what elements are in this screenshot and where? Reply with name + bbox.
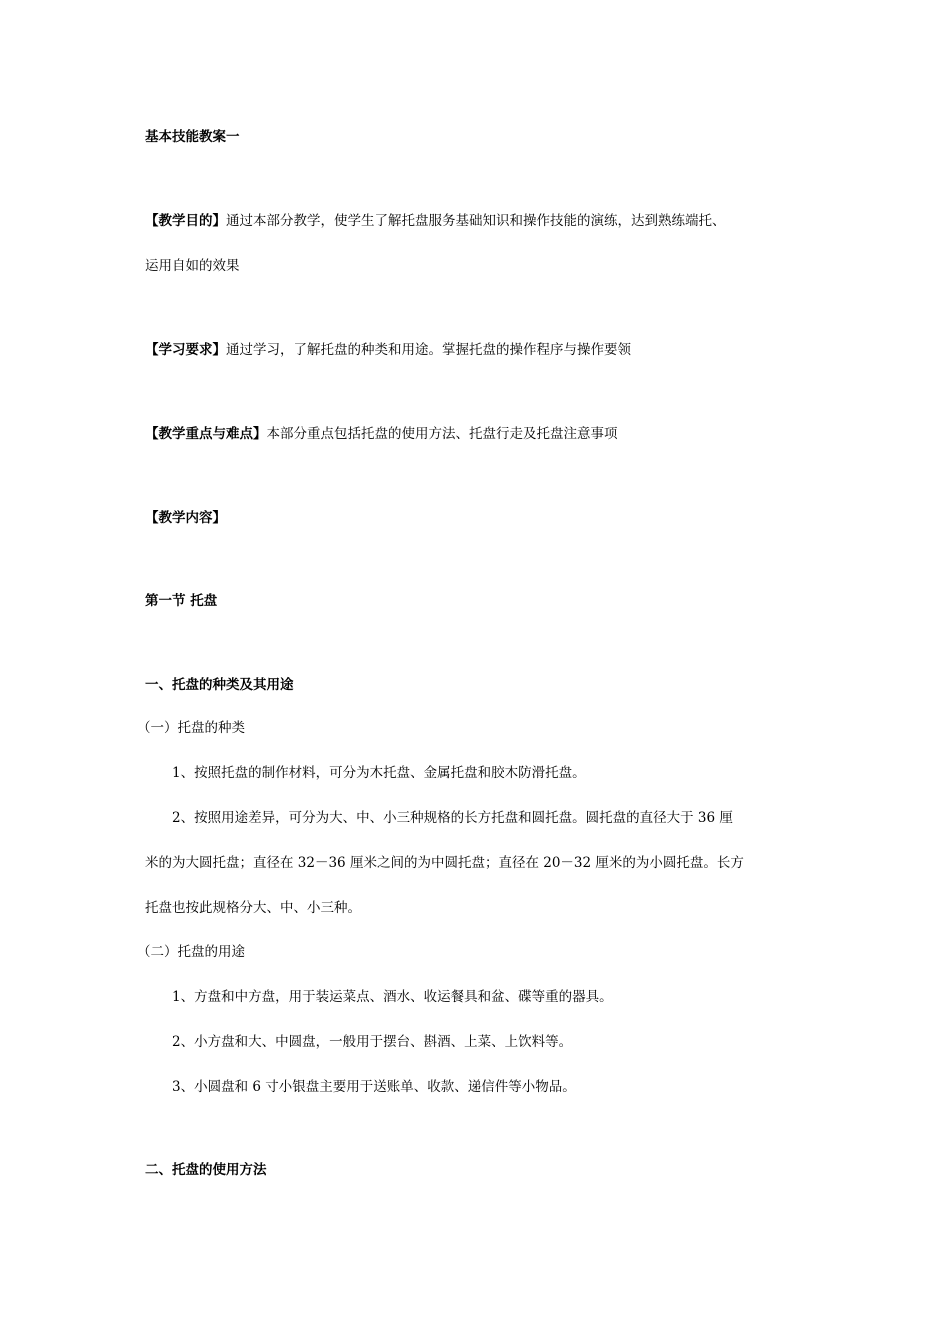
list-item: 2、按照用途差异，可分为大、中、小三种规格的长方托盘和圆托盘。圆托盘的直径大于 36 厘: [172, 810, 733, 826]
heading-usage-method: 二、托盘的使用方法: [145, 1162, 267, 1178]
keypoints-paragraph: [145, 424, 618, 444]
requirement-paragraph: [145, 340, 631, 360]
heading-types-and-uses: 一、托盘的种类及其用途: [145, 677, 294, 693]
objective-text: 通过本部分教学，使学生了解托盘服务基础知识和操作技能的演练，达到熟练端托、: [226, 213, 726, 229]
list-item: 3、小圆盘和 6 寸小银盘主要用于送账单、收款、递信件等小物品。: [172, 1079, 576, 1095]
subheading-tray-types: （一）托盘的种类: [137, 720, 245, 736]
requirement-text: 通过学习，了解托盘的种类和用途。掌握托盘的操作程序与操作要领: [226, 342, 631, 358]
keypoints-text: 本部分重点包括托盘的使用方法、托盘行走及托盘注意事项: [266, 426, 618, 442]
document-title: 基本技能教案一: [145, 129, 240, 145]
requirement-label: 【学习要求】: [145, 342, 226, 358]
list-item-continued: 托盘也按此规格分大、中、小三种。: [145, 900, 361, 916]
subheading-tray-uses: （二）托盘的用途: [137, 944, 245, 960]
list-item: 1、方盘和中方盘，用于装运菜点、酒水、收运餐具和盆、碟等重的器具。: [172, 989, 613, 1005]
list-item-continued: 米的为大圆托盘；直径在 32－36 厘米之间的为中圆托盘；直径在 20－32 厘米的为小圆托盘。长方: [145, 855, 744, 871]
content-label: 【教学内容】: [145, 510, 226, 526]
section-title: 第一节 托盘: [145, 593, 218, 609]
keypoints-label: 【教学重点与难点】: [145, 426, 267, 442]
list-item: 2、小方盘和大、中圆盘，一般用于摆台、斟酒、上菜、上饮料等。: [172, 1034, 573, 1050]
objective-paragraph: [145, 211, 726, 231]
list-item: 1、按照托盘的制作材料，可分为木托盘、金属托盘和胶木防滑托盘。: [172, 765, 586, 781]
objective-label: 【教学目的】: [145, 213, 226, 229]
objective-text-continued: 运用自如的效果: [145, 258, 240, 274]
